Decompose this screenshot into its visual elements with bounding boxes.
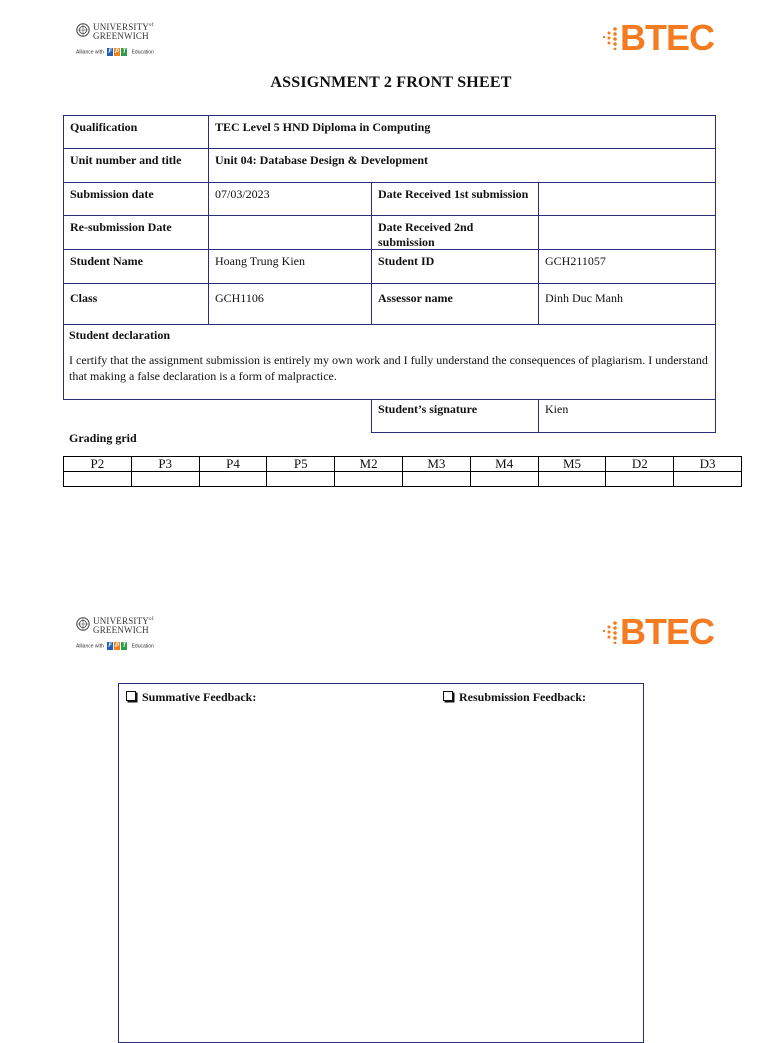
- received-2nd-label: Date Received 2nd submission: [378, 220, 474, 249]
- grading-grid-label: Grading grid: [69, 431, 137, 445]
- unit-value: Unit 04: Database Design & Development: [215, 153, 428, 167]
- qualification-label: Qualification: [70, 120, 138, 134]
- grade-criterion: M5: [538, 457, 606, 472]
- grade-criterion: P5: [267, 457, 335, 472]
- assessor-label: Assessor name: [378, 291, 453, 305]
- signature-label: Student’s signature: [378, 402, 478, 416]
- university-name: $UNIVERSITY^{of}$ GREENWICH: [93, 22, 154, 41]
- crest-icon: [76, 617, 90, 631]
- assessor-value: Dinh Duc Manh: [545, 291, 623, 305]
- university-name: $UNIVERSITY^{of}$ GREENWICH: [93, 616, 154, 635]
- alliance-line: Alliance with F P T Education: [76, 49, 154, 56]
- alliance-line: Alliance with F P T Education: [76, 643, 154, 650]
- grade-value: [64, 472, 132, 487]
- grade-value: [199, 472, 267, 487]
- declaration-heading: Student declaration: [69, 328, 171, 342]
- crest-icon: [76, 23, 90, 37]
- grade-criterion: M3: [402, 457, 470, 472]
- class-value: GCH1106: [215, 291, 264, 305]
- received-1st-value: [539, 183, 715, 191]
- resubmission-feedback: Resubmission Feedback:: [443, 690, 586, 705]
- btec-logo: BTEC: [600, 20, 718, 60]
- page-title: ASSIGNMENT 2 FRONT SHEET: [270, 74, 512, 91]
- university-of-greenwich-logo: [76, 21, 176, 61]
- resubmission-date-value: [209, 216, 371, 224]
- grading-values-row: [64, 472, 742, 487]
- btec-dots-icon: [600, 620, 620, 644]
- grade-criterion: P4: [199, 457, 267, 472]
- grading-grid: [63, 456, 742, 487]
- grade-criterion: M4: [470, 457, 538, 472]
- grade-value: [674, 472, 742, 487]
- university-of-greenwich-logo: [76, 615, 176, 655]
- grade-criterion: P2: [64, 457, 132, 472]
- grade-criterion: M2: [335, 457, 403, 472]
- grade-value: [470, 472, 538, 487]
- student-name-value: Hoang Trung Kien: [215, 254, 306, 268]
- resubmission-date-label: Re-submission Date: [70, 220, 172, 234]
- student-id-label: Student ID: [378, 254, 435, 268]
- feedback-box: [118, 683, 644, 1043]
- summative-feedback: Summative Feedback:: [126, 690, 256, 705]
- class-label: Class: [70, 291, 98, 305]
- grading-criteria-row: [64, 457, 742, 472]
- checkbox-icon[interactable]: [443, 691, 453, 701]
- received-1st-label: Date Received 1st submission: [378, 187, 529, 201]
- grade-value: [606, 472, 674, 487]
- student-name-label: Student Name: [70, 254, 144, 268]
- btec-dots-icon: [600, 26, 620, 50]
- fpt-logo: F P T: [108, 643, 127, 649]
- fpt-logo: F P T: [108, 49, 127, 55]
- checkbox-icon[interactable]: [126, 691, 136, 701]
- received-2nd-value: [539, 216, 715, 224]
- grade-criterion: D3: [674, 457, 742, 472]
- grade-value: [538, 472, 606, 487]
- grade-value: [335, 472, 403, 487]
- declaration-text: I certify that the assignment submission is entirely my own work and I fully understand the consequences of plagiarism. I understand that making a false declaration is a form of malpractice.: [69, 353, 708, 383]
- student-id-value: GCH211057: [545, 254, 606, 268]
- submission-date-label: Submission date: [70, 187, 154, 201]
- grade-value: [267, 472, 335, 487]
- unit-label: Unit number and title: [70, 153, 182, 167]
- grade-value: [402, 472, 470, 487]
- grade-value: [131, 472, 199, 487]
- grade-criterion: D2: [606, 457, 674, 472]
- qualification-value: TEC Level 5 HND Diploma in Computing: [215, 120, 431, 134]
- btec-logo: BTEC: [600, 614, 718, 654]
- signature-value: Kien: [545, 402, 569, 416]
- grade-criterion: P3: [131, 457, 199, 472]
- submission-date-value: 07/03/2023: [215, 187, 270, 201]
